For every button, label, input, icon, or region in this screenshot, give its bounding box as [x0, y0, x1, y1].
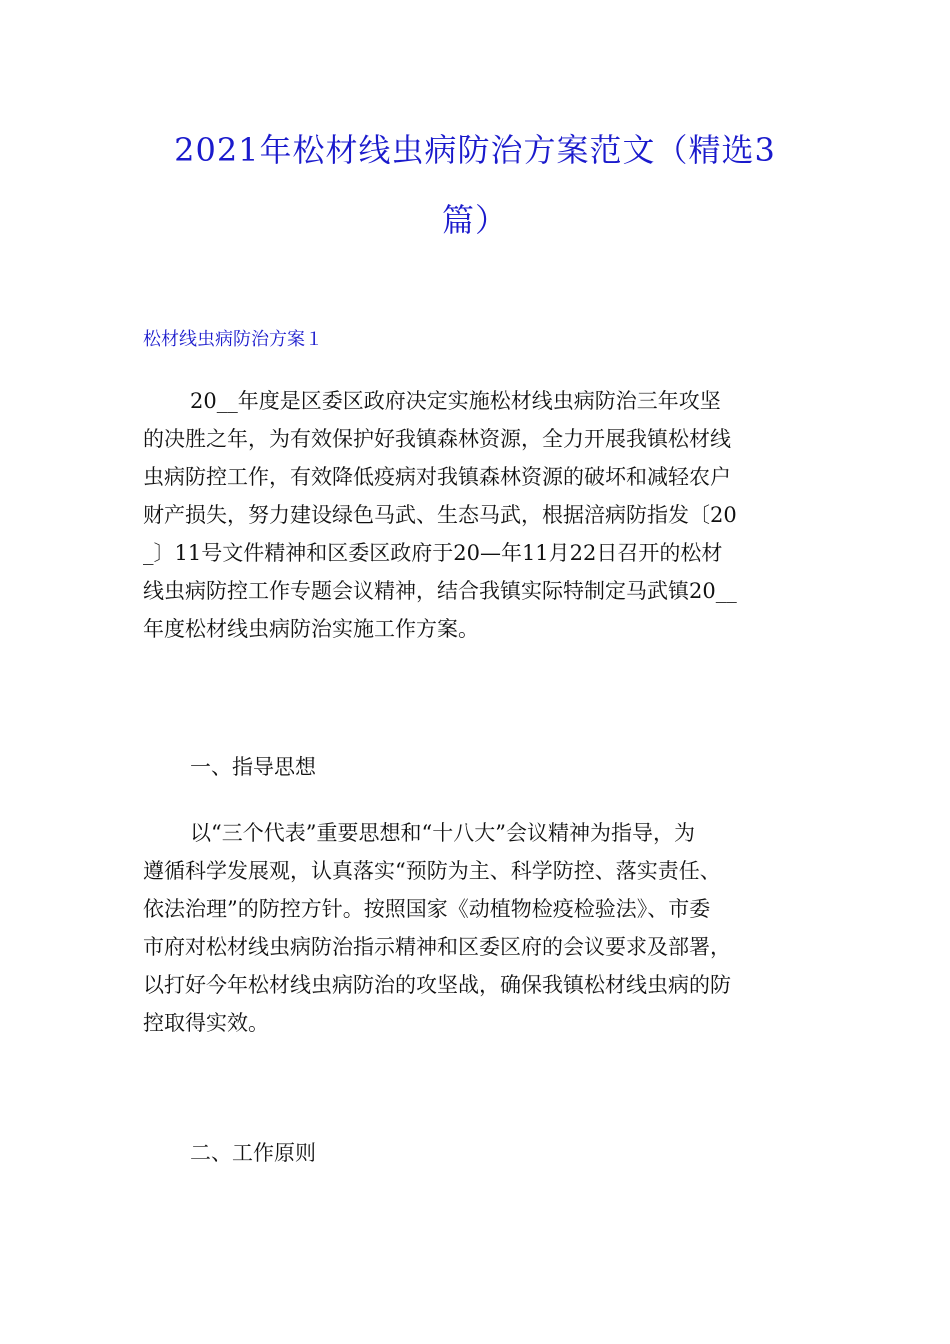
paragraph-line: 以打好今年松材线虫病防治的攻坚战，确保我镇松材线虫病的防	[143, 973, 731, 997]
paragraph-line: 依法治理”的防控方针。按照国家《动植物检疫检验法》、市委	[143, 897, 711, 921]
subheading-work-principles: 二、工作原则	[190, 1141, 316, 1165]
paragraph-2	[143, 814, 807, 1042]
paragraph-1	[143, 382, 807, 648]
paragraph-line: 以“三个代表”重要思想和“十八大”会议精神为指导，为	[190, 821, 695, 845]
section-heading: 松材线虫病防治方案１	[143, 329, 323, 350]
subheading-guiding-ideology: 一、指导思想	[190, 755, 316, 779]
paragraph-line: 线虫病防控工作专题会议精神，结合我镇实际特制定马武镇20__	[143, 579, 737, 603]
paragraph-line: 市府对松材线虫病防治指示精神和区委区府的会议要求及部署，	[143, 935, 731, 959]
paragraph-line: 遵循科学发展观，认真落实“预防为主、科学防控、落实责任、	[143, 859, 721, 883]
paragraph-line: 年度松材线虫病防治实施工作方案。	[143, 617, 479, 641]
paragraph-line: 虫病防控工作，有效降低疫病对我镇森林资源的破坏和减轻农户	[143, 465, 731, 489]
document-title-line-2: 篇）	[441, 201, 508, 239]
paragraph-line: 的决胜之年，为有效保护好我镇森林资源，全力开展我镇松材线	[143, 427, 731, 451]
paragraph-line: 20__年度是区委区政府决定实施松材线虫病防治三年攻坚	[190, 389, 721, 413]
paragraph-line: 控取得实效。	[143, 1011, 269, 1035]
document-title-line-1: 2021年松材线虫病防治方案范文（精选3	[174, 131, 776, 169]
paragraph-line: _〕11号文件精神和区委区政府于20—年11月22日召开的松材	[143, 541, 723, 565]
paragraph-line: 财产损失，努力建设绿色马武、生态马武，根据涪病防指发〔20	[143, 503, 737, 527]
